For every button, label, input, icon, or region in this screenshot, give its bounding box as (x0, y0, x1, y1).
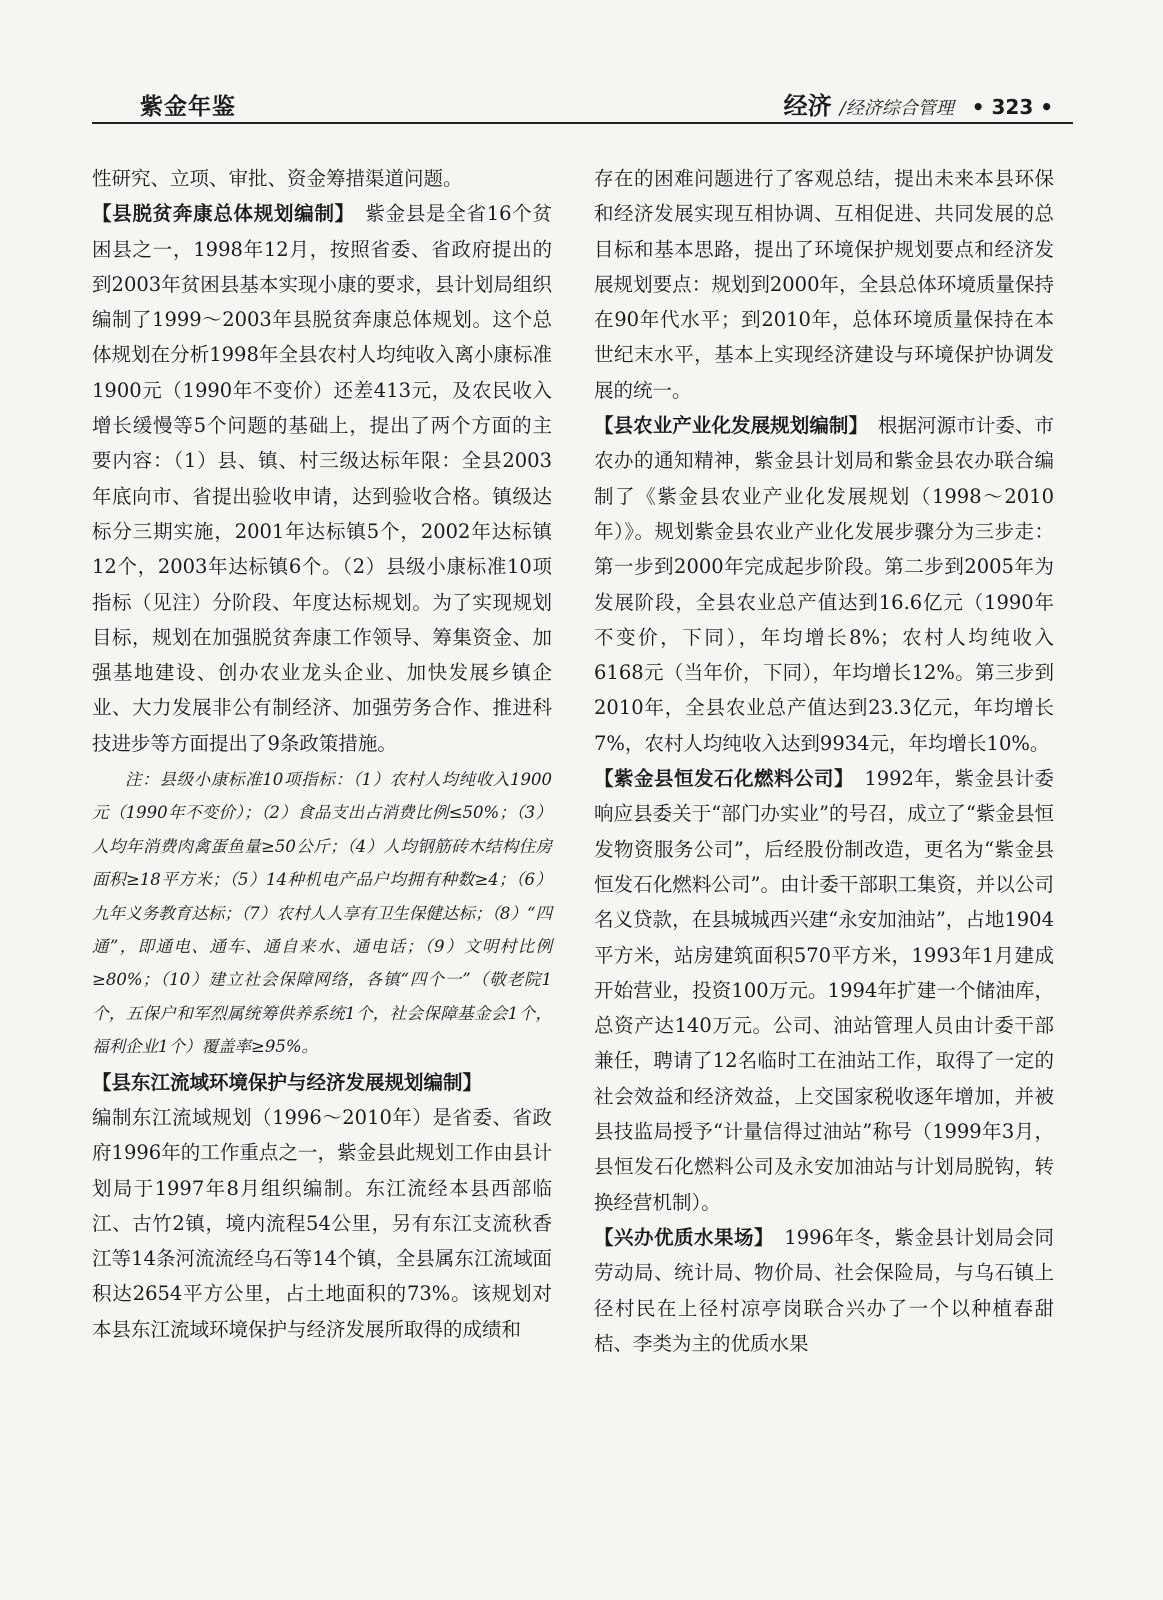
section-body: 编制东江流域规划（1996～2010年）是省委、省政府1996年的工作重点之一，紫金县此规划工作由县计划局于1997年8月组织编制。东江流经本县西部临江、古竹2镇，境内流程54公里，另有东江支流秋香江等14条河流流经乌石等14个镇，全县属东江流域面积达2654平方公里，占土地面积的73%。该规划对本县东江流域环境保护与经济发展所取得的成绩和 (92, 1106, 552, 1341)
section-heading: 【县脱贫奔康总体规划编制】 (92, 202, 346, 226)
section-title: 经济 (783, 92, 832, 120)
section-agri-plan (594, 408, 1054, 761)
section-body: 1992年，紫金县计委响应县委关于“部门办实业”的号召，成立了“紫金县恒发物资服务公司”，后经股份制改造，更名为“紫金县恒发石化燃料公司”。由计委干部职工集资，并以公司名义贷款，在县城城西兴建“永安加油站”，占地1904平方米，站房建筑面积570平方米，1993年1月建成开始营业，投资100万元。1994年扩建一个储油库，总资产达140万元。公司、油站管理人员由计委干部兼任，聘请了12名临时工在油站工作，取得了一定的社会效益和经济效益，上交国家税收逐年增加，并被县技监局授予“计量信得过油站”称号（1999年3月，县恒发石化燃料公司及永安加油站与计划局脱钩，转换经营机制）。 (594, 767, 1054, 1214)
section-heading: 【县东江流域环境保护与经济发展规划编制】 (92, 1070, 483, 1094)
section-body: 紫金县是全省16个贫困县之一，1998年12月，按照省委、省政府提出的到2003年贫困县基本实现小康的要求，县计划局组织编制了1999～2003年县脱贫奔康总体规划。这个总体规划在分析1998年全县农村人均纯收入离小康标准1900元（1990年不变价）还差413元，及农民收入增长缓慢等5个问题的基础上，提出了两个方面的主要内容：（1）县、镇、村三级达标年限：全县2003年底向市、省提出验收申请，达到验收合格。镇级达标分三期实施，2001年达标镇5个，2002年达标镇12个，2003年达标镇6个。（2）县级小康标准10项指标（见注）分阶段、年度达标规划。为了实现规划目标，规划在加强脱贫奔康工作领导、筹集资金、加强基地建设、创办农业龙头企业、加快发展乡镇企业、大力发展非公有制经济、加强劳务合作、推进科技进步等方面提出了9条政策措施。 (92, 202, 552, 755)
header-right (784, 86, 1053, 121)
book-title: 紫金年鉴 (140, 94, 236, 120)
paragraph-continued: 存在的困难问题进行了客观总结，提出未来本县环保和经济发展实现互相协调、互相促进、共同发展的总目标和基本思路，提出了环境保护规划要点和经济发展规划要点：规划到2000年，全县总体环境质量保持在90年代水平；到2010年，总体环境质量保持在本世纪末水平，基本上实现经济建设与环境保护协调发展的统一。 (594, 167, 1054, 402)
section-dongjiang-plan (92, 1065, 552, 1347)
page-header (92, 78, 1073, 126)
subsection-title: /经济综合管理 (839, 98, 954, 119)
footnote: 注：县级小康标准10项指标：（1）农村人均纯收入1900元（1990年不变价）；（2）食品支出占消费比例≤50%；（3）人均年消费肉禽蛋鱼量≥50公斤；（4）人均钢筋砖木结构住房面积≥18平方米；（5）14种机电产品户均拥有种数≥4；（6）九年义务教育达标；（7）农村人人享有卫生保健达标；（8）“四通”，即通电、通车、通自来水、通电话；（9）文明村比例≥80%；（10）建立社会保障网络，各镇“四个一”（敬老院1个，五保户和军烈属统筹供养系统1个，社会保障基金会1个，福利企业1个）覆盖率≥95%。 (92, 770, 552, 1057)
section-body: 根据河源市计委、市农办的通知精神，紫金县计划局和紫金县农办联合编制了《紫金县农业产业化发展规划（1998～2010年）》。规划紫金县农业产业化发展步骤分为三步走：第一步到2000年完成起步阶段。第二步到2005年为发展阶段，全县农业总产值达到16.6亿元（1990年不变价，下同），年均增长8%；农村人均纯收入6168元（当年价，下同），年均增长12%。第三步到2010年，全县农业总产值达到23.3亿元，年均增长7%，农村人均纯收入达到9934元，年均增长10%。 (594, 414, 1054, 755)
header-rule (92, 122, 1073, 124)
section-heading: 【紫金县恒发石化燃料公司】 (594, 767, 845, 791)
right-column (594, 161, 1054, 1361)
left-column (92, 161, 552, 1347)
section-heading: 【县农业产业化发展规划编制】 (594, 414, 859, 438)
section-hengfa-company (594, 761, 1054, 1220)
paragraph-continued: 性研究、立项、审批、资金筹措渠道问题。 (92, 167, 463, 190)
section-poverty-plan (92, 196, 552, 761)
page-number: • 323 • (971, 95, 1053, 119)
section-fruit-farm (594, 1220, 1054, 1361)
section-body: 1996年冬，紫金县计划局会同劳动局、统计局、物价局、社会保险局，与乌石镇上径村民在上径村凉亭岗联合兴办了一个以种植春甜桔、李类为主的优质水果 (594, 1225, 1054, 1355)
section-heading: 【兴办优质水果场】 (594, 1225, 765, 1249)
